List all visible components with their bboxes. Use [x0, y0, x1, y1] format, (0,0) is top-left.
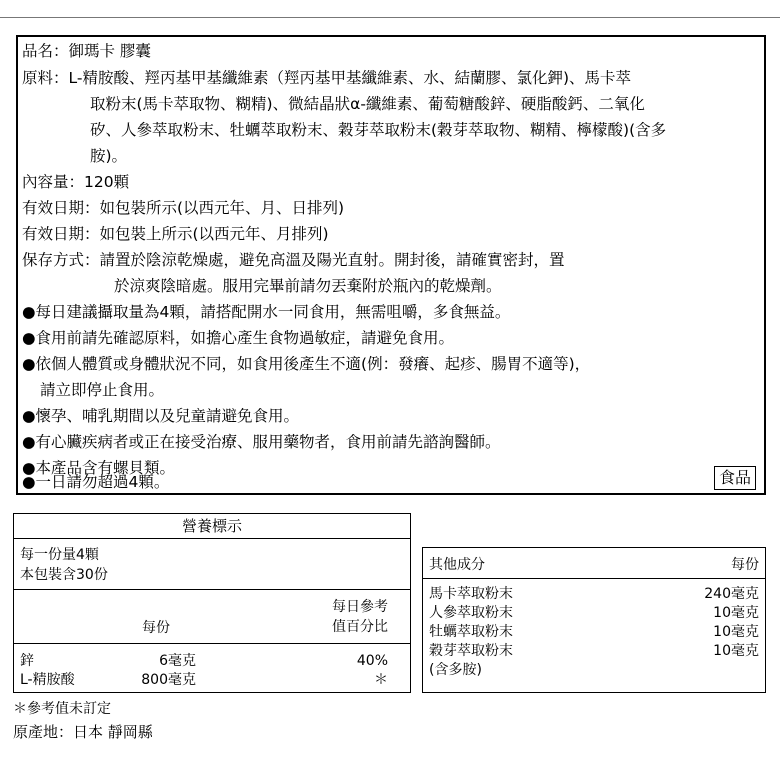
- nutrition-title: 營養標示: [14, 514, 410, 539]
- notice-discomfort: ●依個人體質或身體狀況不同，如食用後產生不適(例：發癢、起疹、腸胃不適等)，: [22, 355, 591, 373]
- nutrient-dv: 40%: [356, 653, 388, 669]
- other-ingredient-name: 牡蠣萃取粉末: [429, 624, 513, 640]
- ingredients-line-1: 原料：L-精胺酸、羥丙基甲基纖維素（羥丙基甲基纖維素、水、結蘭膠、氯化鉀)、馬卡萃: [22, 69, 632, 87]
- nutrient-dv: ＊: [374, 672, 388, 688]
- notice-daily-intake: ●每日建議攝取量為4顆，請搭配開水一同食用，無需咀嚼，多食無益。: [22, 303, 511, 321]
- nutrient-name: 鋅: [20, 653, 34, 669]
- footnote: ＊參考值未訂定: [13, 701, 111, 717]
- ingredients-line-3: 矽、人參萃取粉末、牡蠣萃取粉末、穀芽萃取粉末(穀芽萃取物、糊精、檸檬酸)(含多: [90, 121, 667, 139]
- servings-per-package: 本包裝含30份: [20, 567, 108, 583]
- origin: 原產地：日本 靜岡縣: [13, 723, 153, 741]
- nutrient-name: L-精胺酸: [20, 672, 75, 688]
- other-ingredients-table: [422, 547, 766, 693]
- expiry-date-1: 有效日期：如包裝所示(以西元年、月、日排列): [22, 199, 345, 217]
- other-header-name: 其他成分: [429, 557, 485, 573]
- other-ingredient-name: (含多胺): [429, 662, 482, 678]
- other-ingredient-value: 10毫克: [713, 605, 759, 621]
- other-header-value: 每份: [731, 557, 759, 573]
- notice-heart-disease: ●有心臟疾病者或正在接受治療、服用藥物者，食用前請先諮詢醫師。: [22, 433, 501, 451]
- notice-shellfish: ●本產品含有螺貝類。: [22, 459, 176, 477]
- ingredients-line-2: 取粉末(馬卡萃取物、糊精)、微結晶狀α-纖維素、葡萄糖酸鋅、硬脂酸鈣、二氧化: [90, 95, 645, 113]
- notice-allergy: ●食用前請先確認原料，如擔心產生食物過敏症，請避免食用。: [22, 329, 455, 347]
- nutrient-amount: 800毫克: [141, 672, 196, 688]
- storage-method-1: 保存方式：請置於陰涼乾燥處，避免高溫及陽光直射。開封後，請確實密封，置: [22, 251, 565, 269]
- other-ingredient-value: 10毫克: [713, 624, 759, 640]
- notice-discomfort-cont: 請立即停止食用。: [40, 381, 165, 399]
- other-ingredient-name: 馬卡萃取粉末: [429, 586, 513, 602]
- product-name: 品名：御瑪卡 膠囊: [22, 42, 151, 60]
- nutrition-divider: [14, 643, 410, 644]
- col-dv-line-1: 每日參考: [332, 599, 388, 615]
- food-label-badge: 食品: [714, 466, 756, 490]
- other-ingredient-name: 人參萃取粉末: [429, 605, 513, 621]
- other-ingredient-value: 240毫克: [704, 586, 759, 602]
- other-ingredient-value: 10毫克: [713, 643, 759, 659]
- nutrient-amount: 6毫克: [159, 653, 196, 669]
- top-divider: [0, 17, 780, 18]
- content-amount: 內容量：120顆: [22, 173, 130, 191]
- notice-max-intake: ●一日請勿超過4顆。: [22, 473, 170, 491]
- storage-method-2: 於涼爽陰暗處。服用完畢前請勿丟棄附於瓶內的乾燥劑。: [114, 277, 502, 295]
- col-dv-line-2: 值百分比: [332, 619, 388, 635]
- product-info-box: [16, 35, 766, 495]
- other-divider: [423, 578, 765, 579]
- nutrition-divider: [14, 589, 410, 590]
- ingredients-line-4: 胺)。: [90, 147, 128, 165]
- nutrition-facts-table: [13, 513, 411, 693]
- serving-size: 每一份量4顆: [20, 547, 99, 563]
- col-per-serving: 每份: [142, 620, 170, 636]
- expiry-date-2: 有效日期：如包裝上所示(以西元年、月排列): [22, 225, 329, 243]
- other-ingredient-name: 穀芽萃取粉末: [429, 643, 513, 659]
- notice-pregnancy: ●懷孕、哺乳期間以及兒童請避免食用。: [22, 407, 300, 425]
